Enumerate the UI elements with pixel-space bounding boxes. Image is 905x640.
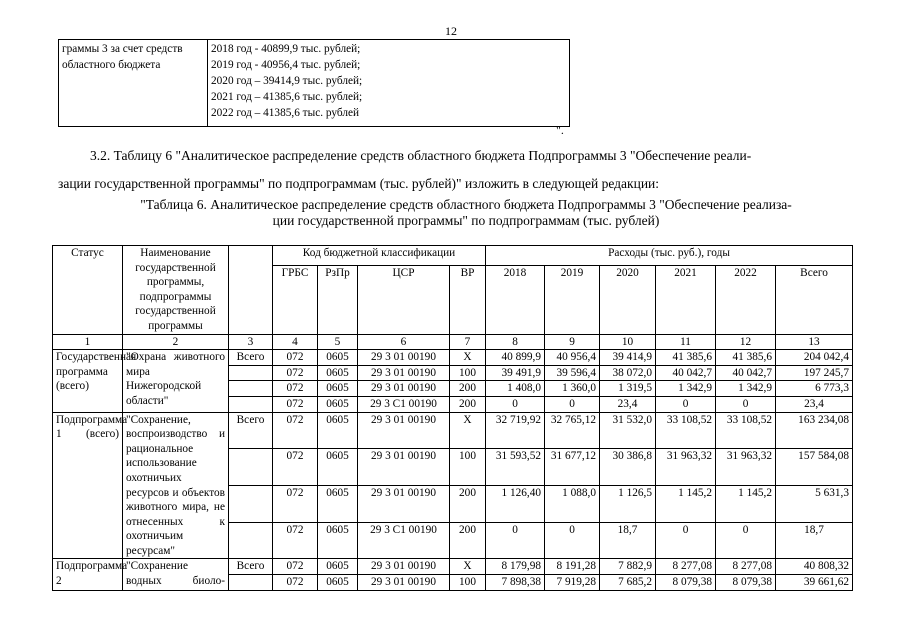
row-vr: 100 — [450, 365, 486, 381]
row-value: 40 808,32 — [776, 559, 853, 575]
row-grbs: 072 — [273, 350, 318, 366]
amendment-paragraph-line1: 3.2. Таблицу 6 "Аналитическое распределение средств областного бюджета Подпрограммы 3 "Обеспечение реали- — [90, 148, 752, 163]
row-value: 39 491,9 — [486, 365, 545, 381]
column-number: 13 — [776, 334, 853, 350]
row-csr: 29 3 01 00190 — [358, 350, 450, 366]
row-value: 0 — [716, 522, 776, 559]
table-caption: "Таблица 6. Аналитическое распределение средств областного бюджета Подпрограммы 3 "Обеспечение реализа- ции государственной программы" по подпрограммам (тыс. рублей) — [140, 197, 792, 228]
row-value: 5 631,3 — [776, 486, 853, 523]
header-kbk: Код бюджетной классификации — [273, 246, 486, 266]
row-value: 31 963,32 — [716, 449, 776, 486]
column-numbers-row — [53, 334, 853, 350]
row-value: 32 719,92 — [486, 412, 545, 449]
row-value: 1 408,0 — [486, 381, 545, 397]
row-value: 31 677,12 — [545, 449, 600, 486]
row-value: 8 277,08 — [716, 559, 776, 575]
row-value: 0 — [716, 396, 776, 412]
row-value: 7 882,9 — [600, 559, 656, 575]
amendment-paragraph-line2: зации государственной программы" по подпрограммам (тыс. рублей)" изложить в следующей редакции: — [58, 176, 660, 191]
row-value: 204 042,4 — [776, 350, 853, 366]
row-status: Государственная программа (всего) — [53, 350, 123, 412]
row-rzpr: 0605 — [318, 396, 358, 412]
row-grbs: 072 — [273, 381, 318, 397]
row-csr: 29 3 01 00190 — [358, 449, 450, 486]
row-vr: 200 — [450, 396, 486, 412]
column-number: 6 — [358, 334, 450, 350]
row-vr: 100 — [450, 449, 486, 486]
row-value: 7 919,28 — [545, 575, 600, 591]
row-status: Подпрограмма 1 (всего) — [53, 412, 123, 559]
row-value: 41 385,6 — [716, 350, 776, 366]
header-row — [53, 246, 853, 266]
row-value: 0 — [656, 522, 716, 559]
column-number: 11 — [656, 334, 716, 350]
row-value: 30 386,8 — [600, 449, 656, 486]
row-grbs: 072 — [273, 449, 318, 486]
row-grbs: 072 — [273, 575, 318, 591]
row-value: 8 079,38 — [656, 575, 716, 591]
row-value: 39 596,4 — [545, 365, 600, 381]
row-value: 0 — [545, 396, 600, 412]
row-value: 0 — [486, 522, 545, 559]
header-y2022: 2022 — [716, 265, 776, 334]
header-y2019: 2019 — [545, 265, 600, 334]
row-rzpr: 0605 — [318, 486, 358, 523]
row-rzpr: 0605 — [318, 522, 358, 559]
row-value: 40 899,9 — [486, 350, 545, 366]
row-value: 18,7 — [776, 522, 853, 559]
row-program-name: "Сохранение водных биоло- — [123, 559, 229, 590]
closing-quote: ". — [556, 123, 564, 137]
header-y2020: 2020 — [600, 265, 656, 334]
row-value: 0 — [486, 396, 545, 412]
row-value: 8 079,38 — [716, 575, 776, 591]
row-value: 18,7 — [600, 522, 656, 559]
header-y2021: 2021 — [656, 265, 716, 334]
row-csr: 29 3 01 00190 — [358, 381, 450, 397]
row-total-label — [229, 396, 273, 412]
row-rzpr: 0605 — [318, 365, 358, 381]
row-total-label — [229, 486, 273, 523]
row-vr: 100 — [450, 575, 486, 591]
row-value: 7 898,38 — [486, 575, 545, 591]
header-vr: ВР — [450, 265, 486, 334]
row-grbs: 072 — [273, 486, 318, 523]
row-value: 40 956,4 — [545, 350, 600, 366]
row-total-label: Всего — [229, 412, 273, 449]
row-value: 23,4 — [600, 396, 656, 412]
table-row — [53, 350, 853, 366]
funding-fragment-years: 2018 год - 40899,9 тыс. рублей; 2019 год - 40956,4 тыс. рублей; 2020 год – 39414,9 тыс. рублей; 2021 год – 41385,6 тыс. рублей; 2022 год – 41385,6 тыс. рублей — [208, 40, 570, 127]
row-grbs: 072 — [273, 559, 318, 575]
row-value: 31 532,0 — [600, 412, 656, 449]
row-value: 1 145,2 — [716, 486, 776, 523]
row-program-name: "Охрана животного мира Нижегородской области" — [123, 350, 229, 412]
header-name: Наименование государственной программы, подпрограммы государственной программы — [123, 246, 229, 335]
row-vr: 200 — [450, 381, 486, 397]
row-vr: Х — [450, 350, 486, 366]
row-value: 40 042,7 — [656, 365, 716, 381]
column-number: 7 — [450, 334, 486, 350]
row-vr: Х — [450, 412, 486, 449]
row-value: 0 — [656, 396, 716, 412]
header-y2018: 2018 — [486, 265, 545, 334]
row-value: 33 108,52 — [716, 412, 776, 449]
row-grbs: 072 — [273, 396, 318, 412]
row-rzpr: 0605 — [318, 350, 358, 366]
row-total-label — [229, 365, 273, 381]
row-csr: 29 3 С1 00190 — [358, 396, 450, 412]
row-value: 1 145,2 — [656, 486, 716, 523]
row-total-label — [229, 381, 273, 397]
column-number: 2 — [123, 334, 229, 350]
row-rzpr: 0605 — [318, 412, 358, 449]
row-total-label: Всего — [229, 350, 273, 366]
row-total-label: Всего — [229, 559, 273, 575]
header-grbs: ГРБС — [273, 265, 318, 334]
row-value: 33 108,52 — [656, 412, 716, 449]
row-csr: 29 3 01 00190 — [358, 412, 450, 449]
header-total: Всего — [776, 265, 853, 334]
table-row — [53, 412, 853, 449]
row-value: 40 042,7 — [716, 365, 776, 381]
row-total-label — [229, 522, 273, 559]
row-value: 0 — [545, 522, 600, 559]
row-value: 31 593,52 — [486, 449, 545, 486]
table-row — [53, 559, 853, 575]
row-csr: 29 3 С1 00190 — [358, 522, 450, 559]
row-csr: 29 3 01 00190 — [358, 486, 450, 523]
row-rzpr: 0605 — [318, 575, 358, 591]
row-value: 32 765,12 — [545, 412, 600, 449]
column-number: 9 — [545, 334, 600, 350]
row-value: 197 245,7 — [776, 365, 853, 381]
header-csr: ЦСР — [358, 265, 450, 334]
column-number: 8 — [486, 334, 545, 350]
row-value: 8 191,28 — [545, 559, 600, 575]
row-rzpr: 0605 — [318, 449, 358, 486]
header-expenses: Расходы (тыс. руб.), годы — [486, 246, 853, 266]
row-value: 1 126,40 — [486, 486, 545, 523]
row-value: 38 072,0 — [600, 365, 656, 381]
row-value: 6 773,3 — [776, 381, 853, 397]
row-grbs: 072 — [273, 412, 318, 449]
header-rzpr: РзПр — [318, 265, 358, 334]
funding-fragment-label: граммы 3 за счет средств областного бюджета — [59, 40, 208, 127]
row-value: 157 584,08 — [776, 449, 853, 486]
row-value: 39 661,62 — [776, 575, 853, 591]
funding-fragment-table — [58, 39, 570, 127]
row-value: 8 179,98 — [486, 559, 545, 575]
row-value: 41 385,6 — [656, 350, 716, 366]
row-csr: 29 3 01 00190 — [358, 365, 450, 381]
row-value: 1 126,5 — [600, 486, 656, 523]
row-value: 8 277,08 — [656, 559, 716, 575]
row-grbs: 072 — [273, 522, 318, 559]
row-csr: 29 3 01 00190 — [358, 575, 450, 591]
header-status: Статус — [53, 246, 123, 335]
column-number: 5 — [318, 334, 358, 350]
row-value: 39 414,9 — [600, 350, 656, 366]
row-value: 1 342,9 — [716, 381, 776, 397]
row-value: 163 234,08 — [776, 412, 853, 449]
row-csr: 29 3 01 00190 — [358, 559, 450, 575]
column-number: 4 — [273, 334, 318, 350]
column-number: 3 — [229, 334, 273, 350]
row-status: Подпрограмма 2 — [53, 559, 123, 590]
row-vr: 200 — [450, 522, 486, 559]
row-total-label — [229, 449, 273, 486]
row-vr: 200 — [450, 486, 486, 523]
row-value: 1 360,0 — [545, 381, 600, 397]
column-number: 1 — [53, 334, 123, 350]
row-value: 1 088,0 — [545, 486, 600, 523]
row-rzpr: 0605 — [318, 559, 358, 575]
column-number: 10 — [600, 334, 656, 350]
page-number: 12 — [445, 24, 457, 38]
row-total-label — [229, 575, 273, 591]
column-number: 12 — [716, 334, 776, 350]
header-empty — [229, 246, 273, 335]
row-vr: Х — [450, 559, 486, 575]
row-value: 31 963,32 — [656, 449, 716, 486]
row-grbs: 072 — [273, 365, 318, 381]
row-value: 23,4 — [776, 396, 853, 412]
row-value: 7 685,2 — [600, 575, 656, 591]
row-program-name: "Сохранение, воспроизводство и рациональное использование охотничьих ресурсов и объектов животного мира, не отнесенных к охотничьим ресурсам" — [123, 412, 229, 559]
row-rzpr: 0605 — [318, 381, 358, 397]
budget-distribution-table — [52, 245, 853, 591]
row-value: 1 342,9 — [656, 381, 716, 397]
row-value: 1 319,5 — [600, 381, 656, 397]
